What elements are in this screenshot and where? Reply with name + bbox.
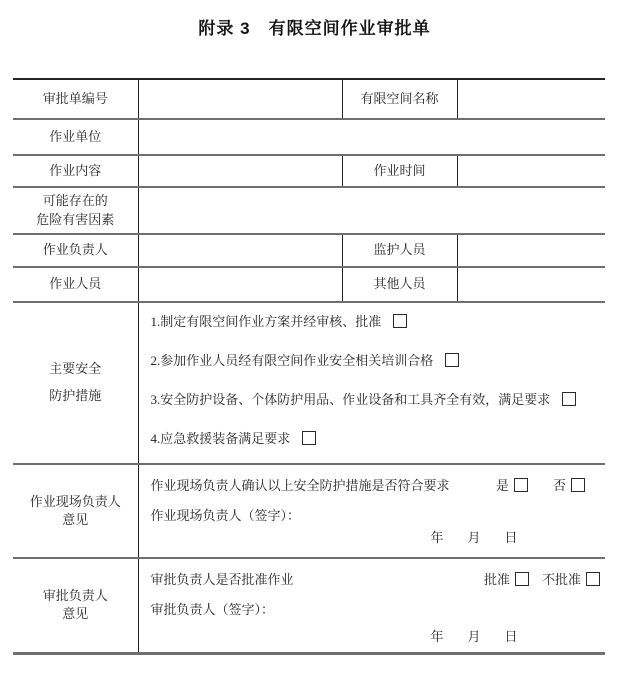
others-label: 其他人员: [342, 267, 457, 302]
checkbox-measure-4[interactable]: [302, 431, 316, 445]
space-name-label: 有限空间名称: [342, 79, 457, 119]
choice-no: [553, 477, 585, 494]
hazards-value-cell: [138, 187, 605, 234]
safety-measure-text-4: 4.应急救援装备满足要求: [150, 431, 291, 446]
checkbox-reject[interactable]: [586, 572, 600, 586]
site-date-year: 年: [430, 530, 444, 545]
approver-opinion-label-line2: 意见: [62, 606, 89, 622]
approver-opinion-label: [13, 558, 138, 653]
safety-measure-text-1: 1.制定有限空间作业方案并经审核、批准: [150, 314, 382, 329]
checkbox-yes[interactable]: [514, 478, 528, 492]
work-leader-label: 作业负责人: [13, 234, 138, 267]
row-site-leader-opinion: [13, 464, 605, 558]
site-confirm-line: [151, 477, 606, 494]
hazards-label-line2: 危险有害因素: [36, 211, 115, 227]
site-sign-label: 作业现场负责人（签字）：: [150, 508, 301, 523]
workers-label: 作业人员: [13, 267, 138, 302]
reject-label: 不批准: [541, 572, 581, 587]
row-workers: [13, 267, 605, 302]
work-leader-value-cell: [138, 234, 342, 267]
row-work-leader: [13, 234, 605, 267]
checkbox-measure-2[interactable]: [445, 353, 459, 367]
checkbox-measure-1[interactable]: [393, 314, 407, 328]
site-opinion-label: [13, 464, 138, 558]
row-approval-no: [13, 79, 605, 119]
approver-date-day: 日: [504, 629, 518, 644]
work-content-label: 作业内容: [13, 155, 138, 187]
work-unit-value-cell: [138, 119, 605, 155]
guardian-value-cell: [457, 234, 605, 267]
choice-yes: [496, 477, 528, 494]
safety-measure-item-2: [151, 353, 596, 369]
site-date-line: [431, 529, 606, 546]
checkbox-no[interactable]: [571, 478, 585, 492]
site-confirm-text: 作业现场负责人确认以上安全防护措施是否符合要求: [150, 478, 450, 493]
work-unit-label: 作业单位: [13, 119, 138, 155]
safety-label-line1: 主要安全: [49, 361, 102, 377]
no-label: 否: [552, 478, 566, 493]
approver-date-line: [431, 628, 606, 645]
approver-date-year: 年: [430, 629, 444, 644]
hazards-label-line1: 可能存在的: [42, 193, 108, 209]
approver-question-text: 审批负责人是否批准作业: [150, 572, 294, 587]
row-approver-opinion: [13, 558, 605, 653]
approval-no-value-cell: [138, 79, 342, 119]
safety-measure-item-3: [151, 392, 596, 408]
workers-value-cell: [138, 267, 342, 302]
page-title: 附录 3 有限空间作业审批单: [198, 19, 431, 38]
site-opinion-label-line1: 作业现场负责人: [29, 493, 121, 509]
work-content-value-cell: [138, 155, 342, 187]
approver-opinion-cell: [138, 558, 605, 653]
checkbox-measure-3[interactable]: [562, 392, 576, 406]
others-value-cell: [457, 267, 605, 302]
safety-measure-text-2: 2.参加作业人员经有限空间作业安全相关培训合格: [150, 353, 434, 368]
choice-approve: [484, 571, 529, 588]
approver-question-line: [151, 571, 606, 588]
approver-date-month: 月: [467, 629, 481, 644]
approve-label: 批准: [483, 572, 510, 587]
safety-label-line2: 防护措施: [49, 388, 102, 403]
work-time-label: 作业时间: [342, 155, 457, 187]
safety-measures-label: [13, 302, 138, 464]
checkbox-approve[interactable]: [515, 572, 529, 586]
site-date-day: 日: [504, 530, 518, 545]
site-opinion-cell: [138, 464, 605, 558]
hazards-label: [13, 187, 138, 234]
approver-opinion-label-line1: 审批负责人: [42, 588, 108, 604]
approver-sign-label: 审批负责人（签字）：: [150, 602, 275, 617]
guardian-label: 监护人员: [342, 234, 457, 267]
safety-measure-item-4: [151, 431, 596, 447]
safety-measure-item-1: [151, 314, 596, 330]
row-safety-measures: [13, 302, 605, 464]
yes-no-choices: [496, 477, 585, 494]
space-name-value-cell: [457, 79, 605, 119]
site-opinion-label-line2: 意见: [62, 512, 89, 527]
row-work-content: [13, 155, 605, 187]
approval-no-label: 审批单编号: [13, 79, 138, 119]
yes-label: 是: [495, 478, 509, 493]
row-work-unit: [13, 119, 605, 155]
row-hazards: [13, 187, 605, 234]
choice-reject: [542, 571, 600, 588]
work-time-value-cell: [457, 155, 605, 187]
site-date-month: 月: [467, 530, 481, 545]
approval-form-table: [13, 78, 605, 655]
safety-measure-text-3: 3.安全防护设备、个体防护用品、作业设备和工具齐全有效，满足要求: [150, 392, 551, 407]
safety-measures-cell: [138, 302, 605, 464]
approve-reject-choices: [484, 571, 600, 588]
